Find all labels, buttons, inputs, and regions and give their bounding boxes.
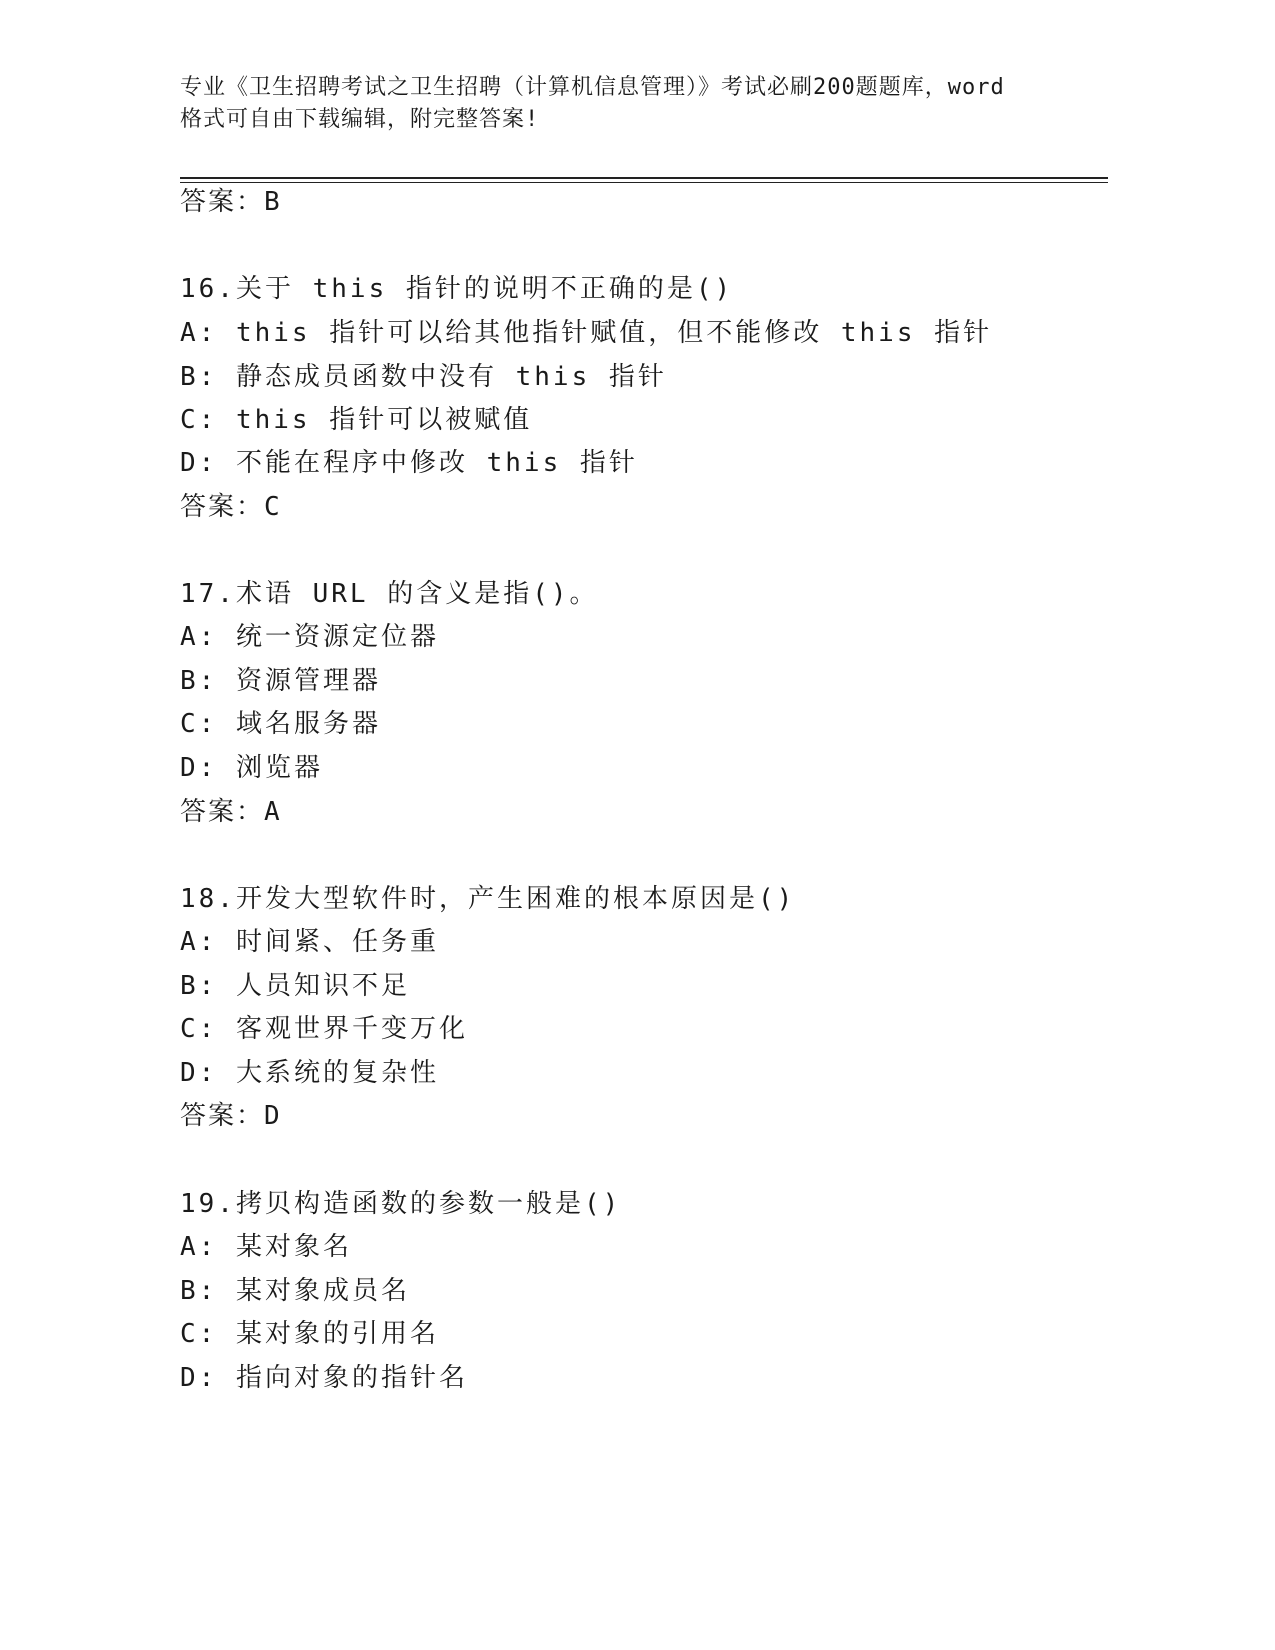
question-17-option-d: D: 浏览器	[180, 753, 323, 783]
header-divider-thin	[180, 182, 1108, 183]
header-divider-thick	[180, 177, 1108, 179]
header-line-2: 格式可自由下载编辑，附完整答案!	[180, 107, 540, 132]
question-18-answer: 答案：D	[180, 1101, 282, 1131]
question-16-option-a: A: this 指针可以给其他指针赋值，但不能修改 this 指针	[180, 318, 993, 348]
question-18-stem: 18.开发大型软件时，产生困难的根本原因是()	[180, 884, 796, 914]
question-18-option-a: A: 时间紧、任务重	[180, 927, 439, 957]
question-18-option-b: B: 人员知识不足	[180, 971, 410, 1001]
question-18-option-c: C: 客观世界千变万化	[180, 1014, 468, 1044]
question-17-option-a: A: 统一资源定位器	[180, 622, 439, 652]
question-17-answer: 答案：A	[180, 797, 282, 827]
question-17-option-b: B: 资源管理器	[180, 666, 381, 696]
question-16-option-d: D: 不能在程序中修改 this 指针	[180, 448, 638, 478]
header-line-1: 专业《卫生招聘考试之卫生招聘（计算机信息管理）》考试必刷200题题库，word	[180, 75, 1005, 100]
question-16-answer: 答案：C	[180, 492, 282, 522]
question-16-option-c: C: this 指针可以被赋值	[180, 405, 533, 435]
previous-answer: 答案：B	[180, 187, 282, 217]
question-19-option-b: B: 某对象成员名	[180, 1276, 410, 1306]
document-header	[180, 72, 1080, 136]
question-16-option-b: B: 静态成员函数中没有 this 指针	[180, 362, 667, 392]
question-19-option-d: D: 指向对象的指针名	[180, 1363, 468, 1393]
question-17-option-c: C: 域名服务器	[180, 709, 381, 739]
question-19-option-a: A: 某对象名	[180, 1232, 352, 1262]
question-17-stem: 17.术语 URL 的含义是指()。	[180, 579, 599, 609]
question-16-stem: 16.关于 this 指针的说明不正确的是()	[180, 274, 734, 304]
document-page	[180, 0, 1110, 1650]
question-18-option-d: D: 大系统的复杂性	[180, 1058, 439, 1088]
question-19-option-c: C: 某对象的引用名	[180, 1319, 439, 1349]
question-19-stem: 19.拷贝构造函数的参数一般是()	[180, 1189, 622, 1219]
